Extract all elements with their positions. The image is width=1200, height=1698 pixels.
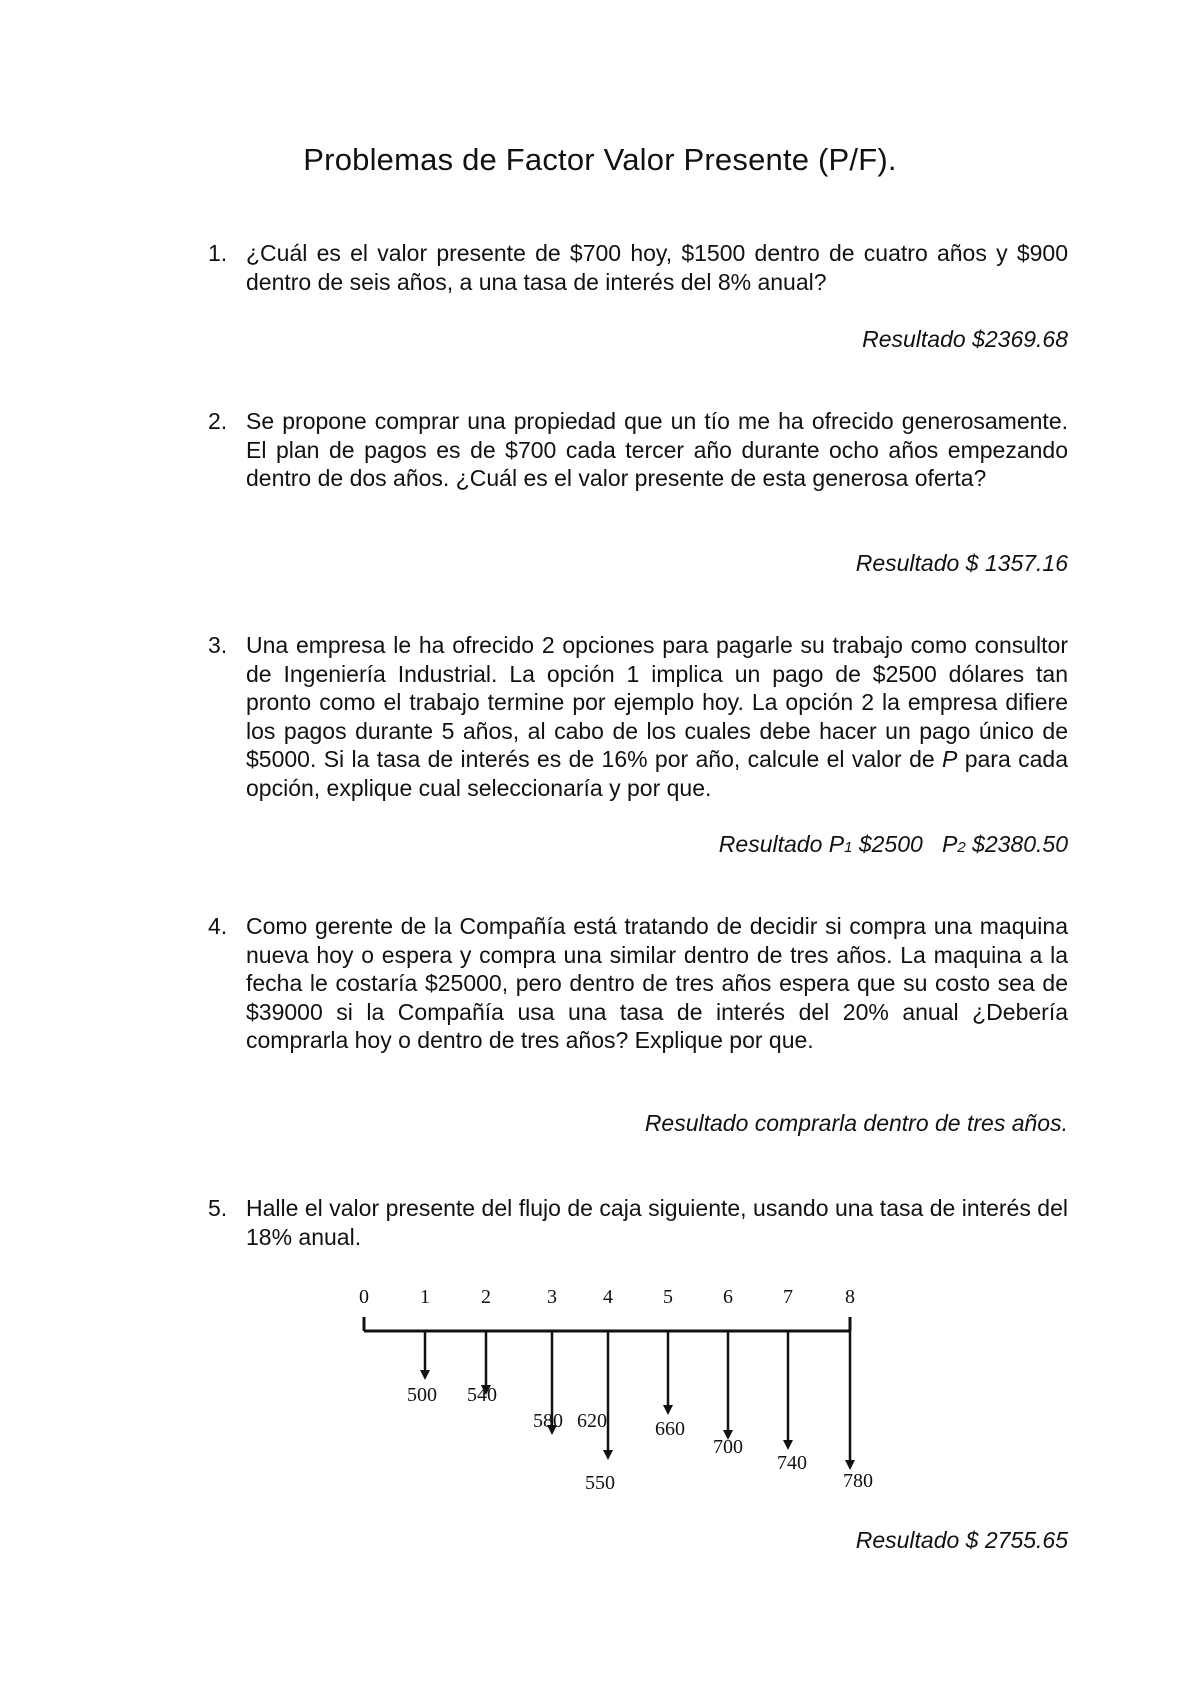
cash-flow-amount-7: 740 [777, 1452, 807, 1474]
p1-subscript: 1 [844, 839, 853, 856]
problem-3 [208, 631, 1068, 802]
problem-text-part: Una empresa le ha ofrecido 2 opciones para pagarle su trabajo como consultor de Ingeniería Industrial. La opción 1 implica un pago de $2500 dólares tan pronto como el trabajo termine por ejemplo hoy. La opción 2 la empresa difiere los pagos durante 5 años, al cabo de los cuales debe hacer un pago único de $5000. Si la tasa de interés es de 16% por año, calcule el valor de [246, 632, 1068, 772]
problem-2-result: Resultado $ 1357.16 [855, 550, 1068, 576]
problem-1-result: Resultado $2369.68 [862, 326, 1068, 352]
p2-label: P [941, 831, 958, 857]
cash-flow-amount-2: 540 [467, 1384, 497, 1406]
problem-1 [208, 239, 1068, 296]
period-label-6: 6 [723, 1286, 733, 1308]
period-label-0: 0 [359, 1286, 369, 1308]
period-label-3: 3 [547, 1286, 557, 1308]
cash-flow-amount-3: 580 [533, 1410, 563, 1432]
problem-number: 1. [208, 240, 228, 266]
cash-flow-amount-5: 660 [655, 1418, 685, 1440]
cash-flow-amount-8: 780 [843, 1470, 873, 1492]
problem-text: ¿Cuál es el valor presente de $700 hoy, $1500 dentro de cuatro años y $900 dentro de seis años, a una tasa de interés del 8% anual? [246, 240, 1068, 295]
problem-number: 2. [208, 408, 228, 434]
p2-subscript: 2 [957, 839, 966, 856]
result-prefix: Resultado [718, 831, 823, 857]
cash-flow-amount-6: 700 [713, 1436, 743, 1458]
problem-4 [208, 912, 1068, 1055]
period-label-2: 2 [481, 1286, 491, 1308]
period-label-8: 8 [845, 1286, 855, 1308]
problem-text [246, 631, 1068, 802]
problem-number: 5. [208, 1195, 228, 1221]
problem-text: Halle el valor presente del flujo de caja siguiente, usando una tasa de interés del 18% anual. [246, 1195, 1068, 1250]
cash-flow-diagram [340, 1275, 880, 1495]
problem-number: 3. [208, 632, 228, 658]
p1-value: $2500 [858, 831, 923, 857]
problem-text: Como gerente de la Compañía está tratando de decidir si compra una maquina nueva hoy o espera y compra una similar dentro de tres años. La maquina a la fecha le costaría $25000, pero dentro de tres años espera que su costo sea de $39000 si la Compañía usa una tasa de interés del 20% anual ¿Debería comprarla hoy o dentro de tres años? Explique por que. [246, 913, 1068, 1053]
cash-flow-amount-extra: 550 [585, 1472, 615, 1494]
cash-flow-amount-4: 620 [577, 1410, 607, 1432]
p-symbol: P [942, 746, 958, 772]
problem-3-result [719, 831, 1068, 858]
cash-flow-amount-1: 500 [407, 1384, 437, 1406]
period-label-4: 4 [603, 1286, 613, 1308]
problem-text: Se propone comprar una propiedad que un tío me ha ofrecido generosamente. El plan de pagos es de $700 cada tercer año durante ocho años empezando dentro de dos años. ¿Cuál es el valor presente de esta generosa oferta? [246, 408, 1068, 491]
period-label-5: 5 [663, 1286, 673, 1308]
problem-5 [208, 1194, 1068, 1251]
problem-4-result: Resultado comprarla dentro de tres años. [644, 1110, 1068, 1136]
problem-text-part: para cada opción, explique cual seleccionaría y por que. [246, 746, 1068, 801]
period-label-1: 1 [420, 1286, 430, 1308]
p1-label: P [828, 831, 845, 857]
problem-5-result: Resultado $ 2755.65 [855, 1527, 1068, 1553]
period-label-7: 7 [783, 1286, 793, 1308]
page-title: Problemas de Factor Valor Presente (P/F). [303, 142, 897, 177]
problem-number: 4. [208, 913, 228, 939]
problem-2 [208, 407, 1068, 493]
p2-value: $2380.50 [972, 831, 1068, 857]
